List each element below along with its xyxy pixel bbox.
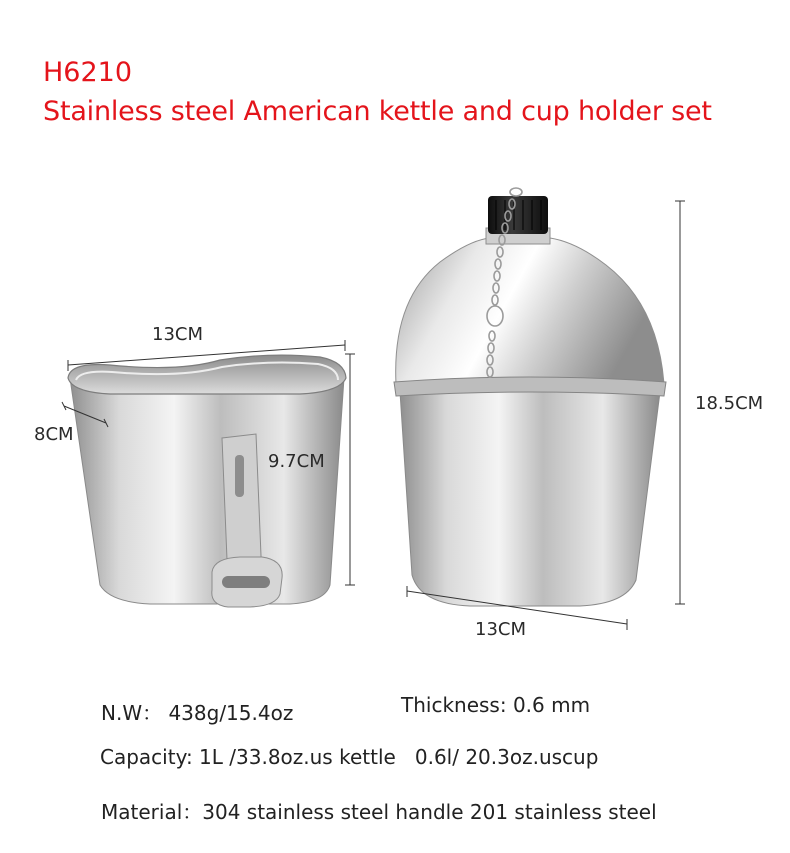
spec-material: Material：304 stainless steel handle 201 stainless steel xyxy=(101,800,657,824)
spec-capacity: Capacity: 1L /33.8oz.us kettle 0.6l/ 20.3oz.uscup xyxy=(100,745,599,769)
cup-depth-label: 8CM xyxy=(34,424,74,445)
spec-thickness: Thickness: 0.6 mm xyxy=(401,693,591,717)
cup-height-label: 9.7CM xyxy=(268,451,325,472)
kettle-height-label: 18.5CM xyxy=(695,393,764,414)
kettle-width-label: 13CM xyxy=(475,619,527,640)
product-code: H6210 xyxy=(43,57,133,88)
cup-width-label: 13CM xyxy=(152,324,204,345)
cup-illustration xyxy=(68,355,346,607)
kettle-illustration xyxy=(394,188,666,606)
spec-weight: N.W： 438g/15.4oz xyxy=(101,701,294,725)
product-title: Stainless steel American kettle and cup holder set xyxy=(43,96,712,127)
